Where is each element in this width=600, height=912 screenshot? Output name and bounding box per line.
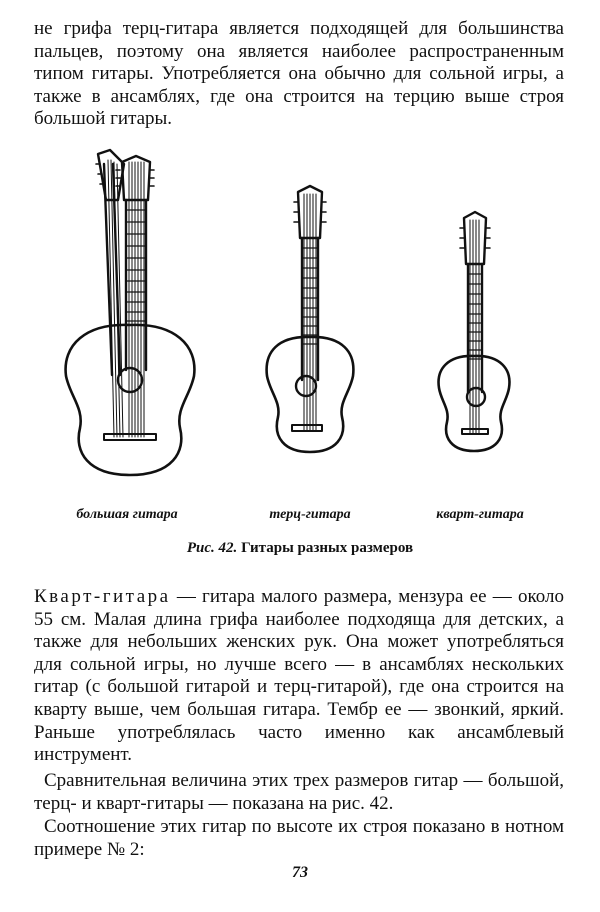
- kvart-guitar-icon: [439, 212, 510, 451]
- label-big-guitar: большая гитара: [76, 507, 178, 522]
- paragraph-comparison: [34, 770, 564, 815]
- figure-caption: [0, 540, 600, 557]
- kvart-term: Кварт-гитара: [34, 586, 171, 607]
- ratio-text: Соотношение этих гитар по высоте их строя показано в нотном примере № 2:: [34, 816, 564, 860]
- guitars-illustration: [0, 140, 600, 480]
- comparison-text: Сравнительная величина этих трех размеров гитар — большой, терц- и кварт-гитары — показана на рис. 42.: [34, 770, 564, 814]
- paragraph-kvart: [34, 586, 564, 767]
- label-kvart-guitar: кварт-гитара: [436, 507, 524, 522]
- guitars-figure: [0, 140, 600, 480]
- terz-guitar-icon: [267, 186, 354, 452]
- kvart-description: — гитара малого размера, мензура ее — около 55 см. Малая длина грифа наиболее подходяща для детских, а также для небольших женских рук. Она может употребляться для сольной игры, но лучше всего — в ансамблях нескольких гитар (с большой гитарой и терц-гитарой), где она строится на кварту выше, чем большая гитара. Тембр ее — звонкий, яркий. Раньше употреблялась часто именно как ансамблевый инструмент.: [34, 586, 564, 766]
- figure-title: Гитары разных размеров: [241, 540, 414, 556]
- figure-number: Рис. 42.: [186, 540, 238, 556]
- page-number: 73: [292, 864, 308, 881]
- paragraph-ratio: [34, 816, 564, 861]
- paragraph-top: не грифа терц-гитара является подходящей для большинства пальцев, поэтому она является наиболее распространенным типом гитары. Употребляется она обычно для сольной игры, а также в ансамблях, где она строится на терцию выше строя большой гитары.: [34, 18, 564, 130]
- label-terz-guitar: терц-гитара: [269, 507, 351, 522]
- big-guitar-icon: [66, 150, 195, 475]
